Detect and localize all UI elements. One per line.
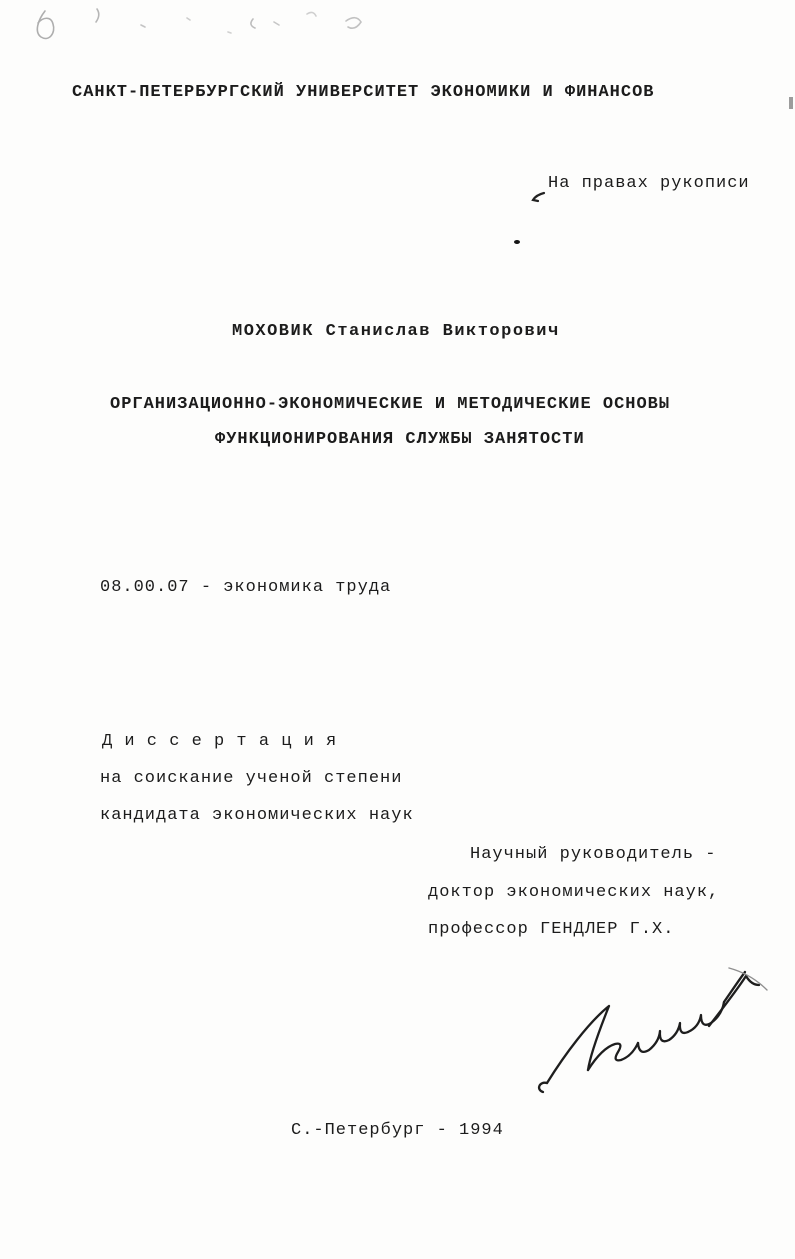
scan-edge-mark — [789, 97, 793, 109]
title-line-2: ФУНКЦИОНИРОВАНИЯ СЛУЖБЫ ЗАНЯТОСТИ — [215, 430, 585, 449]
ink-dot-artifact — [514, 240, 520, 244]
thesis-degree-line: на соискание ученой степени — [100, 769, 403, 788]
city-year: С.-Петербург - 1994 — [291, 1121, 504, 1140]
university-name: САНКТ-ПЕТЕРБУРГСКИЙ УНИВЕРСИТЕТ ЭКОНОМИКИ И ФИНАНСОВ — [72, 83, 655, 102]
advisor-degree: доктор экономических наук, — [428, 883, 720, 902]
ink-tick-mark — [530, 190, 548, 204]
advisor-name: профессор ГЕНДЛЕР Г.Х. — [428, 920, 675, 939]
title-line-1: ОРГАНИЗАЦИОННО-ЭКОНОМИЧЕСКИЕ И МЕТОДИЧЕСКИЕ ОСНОВЫ — [110, 395, 671, 414]
thesis-type: Д и с с е р т а ц и я — [102, 732, 338, 751]
specialty-code: 08.00.07 - экономика труда — [100, 578, 392, 597]
pencil-scribble — [25, 2, 385, 48]
advisor-label: Научный руководитель - — [470, 845, 717, 864]
author-name: МОХОВИК Станислав Викторович — [232, 322, 560, 341]
signature — [533, 952, 777, 1100]
thesis-candidate-line: кандидата экономических наук — [100, 806, 414, 825]
manuscript-note: На правах рукописи — [548, 174, 750, 193]
